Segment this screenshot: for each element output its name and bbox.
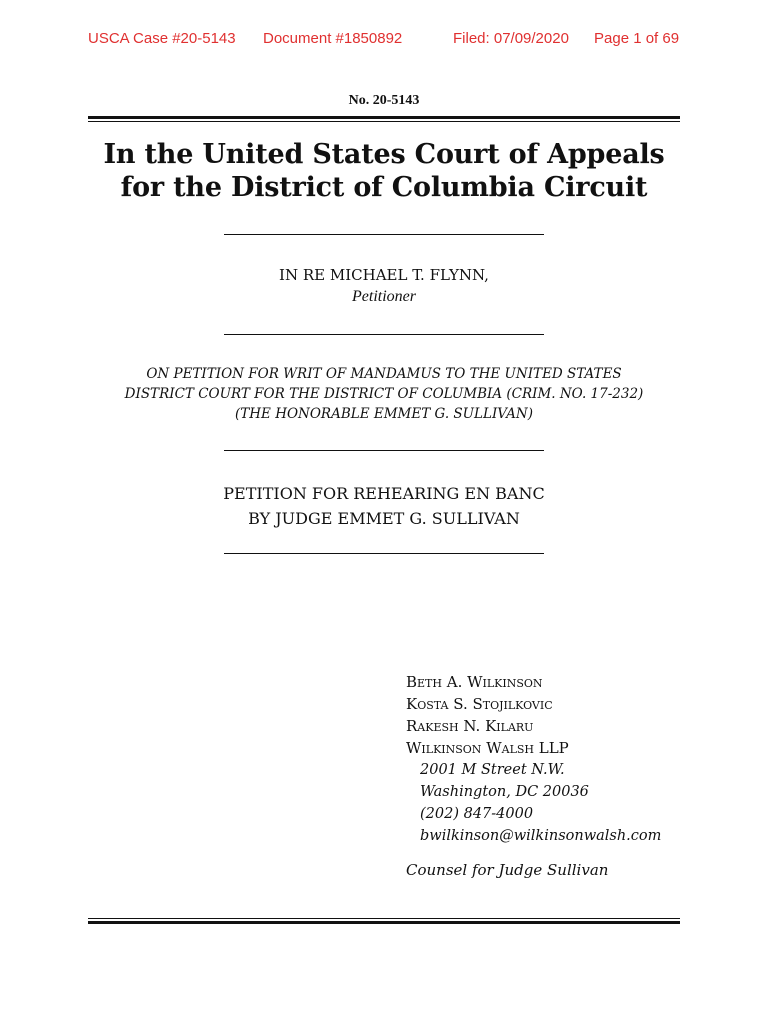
origin-line-1: ON PETITION FOR WRIT OF MANDAMUS TO THE UNITED STATES: [146, 366, 622, 382]
email-address: bwilkinson@wilkinsonwalsh.com: [420, 828, 662, 844]
document-title-line-1: PETITION FOR REHEARING EN BANC: [223, 484, 545, 503]
divider-rule: [224, 553, 544, 554]
attorney-name: Rakesh N. Kilaru: [406, 717, 534, 735]
attorney-name: Beth A. Wilkinson: [406, 673, 543, 691]
court-title: [0, 138, 768, 204]
document-title: [0, 481, 768, 531]
address-street: 2001 M Street N.W.: [420, 762, 565, 778]
top-double-rule: [88, 116, 680, 122]
address-city: Washington, DC 20036: [420, 784, 589, 800]
attorney-name: Kosta S. Stojilkovic: [406, 695, 553, 713]
docket-number: No. 20-5143: [348, 93, 420, 108]
court-title-line-1: In the United States Court of Appeals: [103, 139, 665, 170]
stamp-case-number: USCA Case #20-5143: [88, 30, 236, 47]
phone-number: (202) 847-4000: [420, 806, 534, 822]
divider-rule: [224, 234, 544, 235]
divider-rule: [224, 450, 544, 451]
case-caption: [0, 264, 768, 308]
counsel-block: [406, 671, 706, 881]
case-origin: [0, 364, 768, 424]
document-title-line-2: BY JUDGE EMMET G. SULLIVAN: [248, 509, 520, 528]
bottom-double-rule: [88, 918, 680, 924]
filing-stamp: [0, 30, 768, 50]
caption-role: Petitioner: [352, 288, 416, 305]
stamp-document-number: Document #1850892: [263, 30, 403, 47]
firm-name: Wilkinson Walsh LLP: [406, 739, 569, 757]
counsel-role: Counsel for Judge Sullivan: [406, 861, 609, 879]
caption-party: IN RE MICHAEL T. FLYNN,: [279, 266, 489, 284]
divider-rule: [224, 334, 544, 335]
origin-line-3: (THE HONORABLE EMMET G. SULLIVAN): [235, 406, 533, 422]
court-title-line-2: for the District of Columbia Circuit: [120, 172, 648, 203]
stamp-filed-date: Filed: 07/09/2020: [453, 30, 569, 47]
origin-line-2: DISTRICT COURT FOR THE DISTRICT OF COLUMBIA (CRIM. NO. 17-232): [124, 386, 644, 402]
stamp-page-count: Page 1 of 69: [594, 30, 680, 47]
